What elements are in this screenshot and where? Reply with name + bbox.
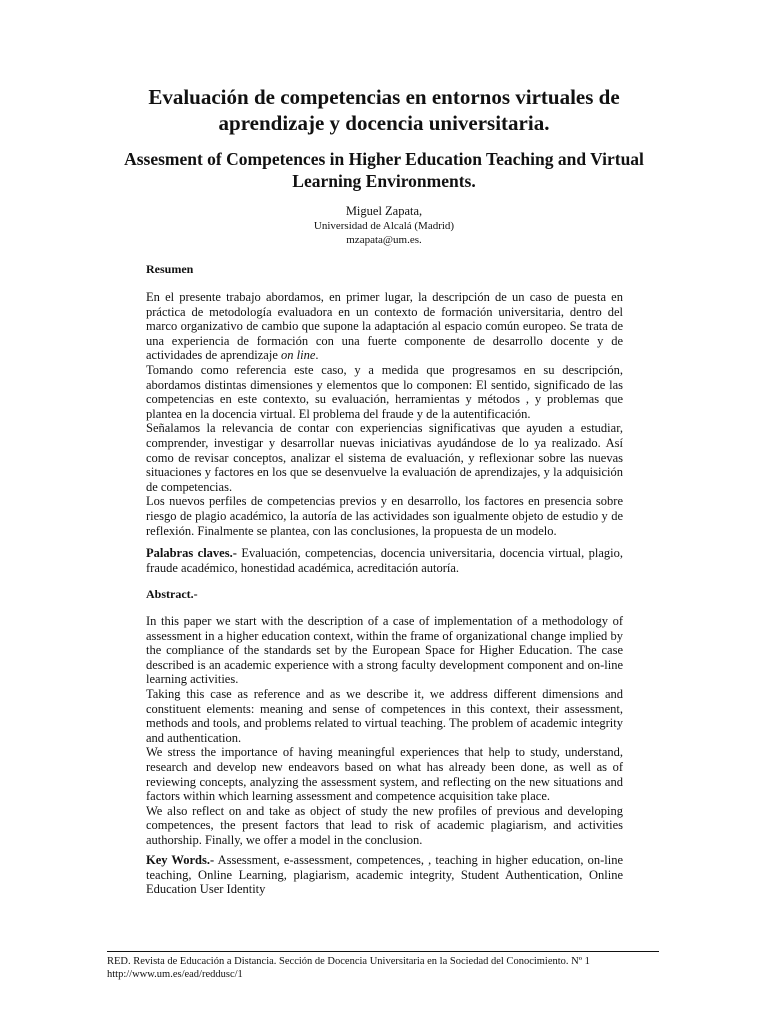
abstract-paragraph-4: We also reflect on and take as object of study the new profiles of previous and developing competences, the present factors that lead to risk of academic plagiarism, and activities authorship. Finally, we offer a model in the conclusion. <box>146 803 623 847</box>
palabras-claves <box>146 546 623 575</box>
key-words-label: Key Words.- <box>146 853 215 867</box>
abstract-paragraph-2: Taking this case as reference and as we describe it, we address different dimensions and constituent elements: meaning and sense of competences in this context, their assessment, methods and tools, and problems related to virtual teaching. The problem of academic integrity and authentication. <box>146 686 623 745</box>
footer <box>107 955 667 981</box>
author-name: Miguel Zapata, <box>345 204 423 218</box>
resumen-paragraph-1: En el presente trabajo abordamos, en primer lugar, la descripción de un caso de puesta en práctica de metodología evaluadora en un contexto de formación universitaria, dentro del marco organizativo de cambio que supone la adaptación al espacio común europeo. Se trata de una experiencia de formación con una fuerte componente de desarrollo docente y de actividades de aprendizaje on line. <box>146 290 623 363</box>
resumen-paragraph-2: Tomando como referencia este caso, y a medida que progresamos en su descripción, abordamos distintas dimensiones y elementos que lo componen: El sentido, significado de las competencias en este contexto, su evaluación, herramientas y métodos , y problemas que plantea en la docencia virtual. El problema del fraude y de la autentificación. <box>146 362 623 421</box>
author-block <box>200 203 568 247</box>
key-words <box>146 853 623 897</box>
title-spanish: Evaluación de competencias en entornos virtuales de aprendizaje y docencia universitaria. <box>148 85 620 135</box>
footer-url[interactable]: http://www.um.es/ead/reddusc/1 <box>107 969 243 980</box>
title-english: Assesment of Competences in Higher Education Teaching and Virtual Learning Environments. <box>124 149 644 191</box>
abstract-heading: Abstract.- <box>146 587 198 601</box>
author-affiliation: Universidad de Alcalá (Madrid) <box>313 220 455 232</box>
author-email[interactable]: mzapata@um.es. <box>346 234 422 246</box>
resumen-body <box>146 290 623 538</box>
abstract-paragraph-1: In this paper we start with the description of a case of implementation of a methodology of assessment in a higher education context, within the frame of organizational change implied by the compliance of the standards set by the European Space for Higher Education. The case described is an academic experience with a strong faculty development component and on-line learning activities. <box>146 614 623 687</box>
abstract-body <box>146 614 623 848</box>
footer-journal: RED. Revista de Educación a Distancia. Sección de Docencia Universitaria en la Sociedad del Conocimiento. Nº 1 <box>107 956 590 967</box>
abstract-paragraph-3: We stress the importance of having meaningful experiences that help to study, understand, research and develop new endeavors based on what has already been done, as well as of reviewing concepts, analyzing the assessment system, and reflecting on the new situations and factors within which learning assessment and competence acquisition take place. <box>146 745 623 804</box>
resumen-paragraph-3: Señalamos la relevancia de contar con experiencias significativas que ayuden a estudiar, comprender, investigar y desarrollar nuevas iniciativas ayudándose de lo ya realizado. Así como de revisar conceptos, analizar el sistema de evaluación, y reflexionar sobre las nuevas situaciones y factores en los que se desenvuelve la evaluación de aprendizajes, y la adquisición de competencias. <box>146 421 623 494</box>
palabras-claves-label: Palabras claves.- <box>146 546 237 560</box>
key-words-text: Assessment, e-assessment, competences, , teaching in higher education, on-line teaching, Online Learning, plagiarism, academic integrity, Student Authentication, Online Education User Identity <box>146 853 624 897</box>
footer-divider <box>107 951 659 952</box>
palabras-claves-text: Evaluación, competencias, docencia universitaria, docencia virtual, plagio, fraude académico, honestidad académica, acreditación autoría. <box>146 546 623 575</box>
resumen-paragraph-4: Los nuevos perfiles de competencias previos y en desarrollo, los factores en presencia sobre riesgo de plagio académico, la autoría de las actividades son igualmente objeto de estudio y de reflexión. Finalmente se plantea, con las conclusiones, la propuesta de un modelo. <box>146 494 623 538</box>
resumen-heading: Resumen <box>146 262 194 276</box>
